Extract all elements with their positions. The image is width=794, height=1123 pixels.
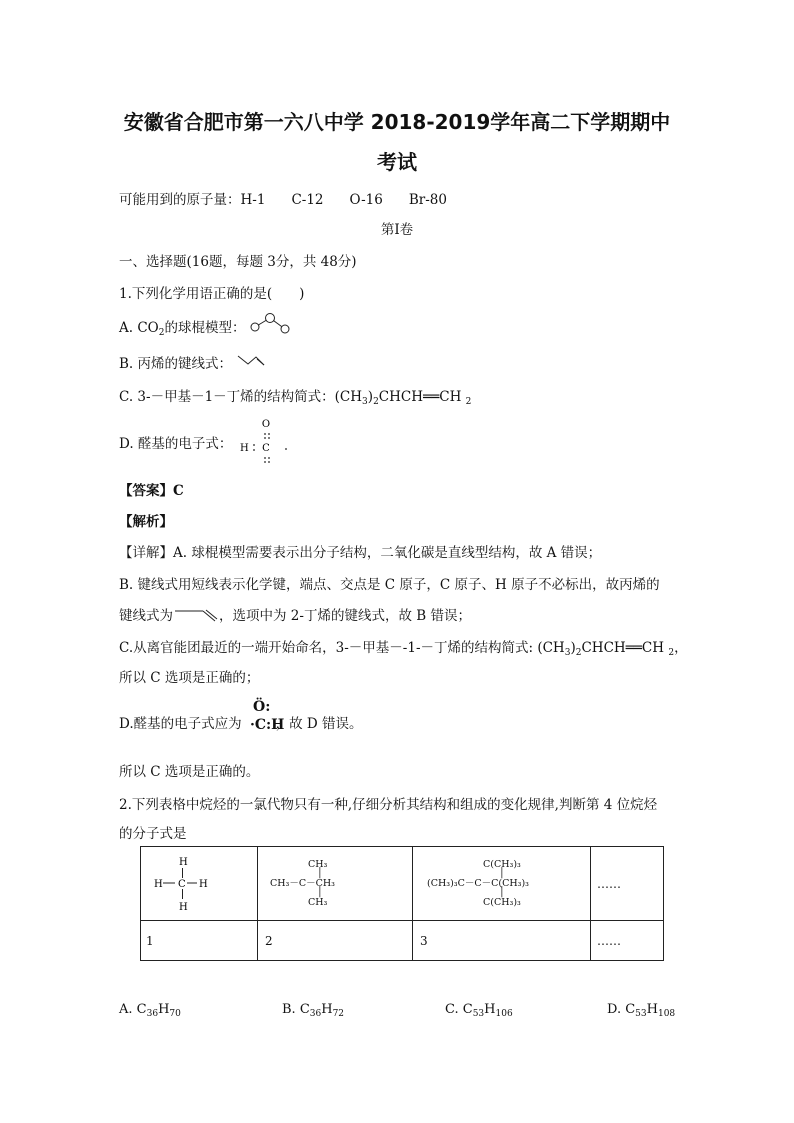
atomic-masses-label: 可能用到的原子量： bbox=[119, 192, 241, 208]
section-heading: 一、选择题(16题，每题 3分，共 48分) bbox=[119, 254, 357, 270]
mass-h: H-1 bbox=[240, 192, 266, 208]
q1-option-a: A. $CO_2$的球棍模型： bbox=[119, 320, 246, 338]
atomic-masses bbox=[119, 188, 447, 208]
q1-detail-d: D.醛基的电子式应为 ，故 D 错误。 bbox=[119, 716, 363, 732]
q1-detail-b1: B. 键线式用短线表示化学键，端点、交点是 C 原子，C 原子、H 原子不必标出，故丙烯的 bbox=[119, 577, 660, 593]
svg-text:C: C bbox=[178, 879, 186, 890]
q1-analysis-label: 【解析】 bbox=[119, 514, 173, 530]
q1-option-b: B. 丙烯的键线式： bbox=[119, 356, 233, 372]
mass-br: Br-80 bbox=[408, 192, 447, 208]
exam-title-line1: 安徽省合肥市第一六八中学 2018-2019学年高二下学期期中 bbox=[123, 110, 671, 134]
volume-label: 第Ⅰ卷 bbox=[380, 222, 414, 238]
q1-stem: 1.下列化学用语正确的是( ) bbox=[119, 286, 305, 302]
q1-detail-b2: 键线式为 ，选项中为 2-丁烯的键线式，故 B 错误； bbox=[119, 608, 471, 624]
ef-c: C bbox=[262, 443, 270, 454]
cell-ellipsis: …… bbox=[591, 847, 664, 921]
svg-text:H: H bbox=[154, 879, 163, 890]
table-row-index bbox=[141, 921, 664, 961]
cell-third-alkane: C(CH₃)₃ │ (CH₃)₃C－C－C(CH₃)₃ │ C(CH₃)₃ bbox=[413, 847, 591, 921]
svg-text:H: H bbox=[179, 857, 188, 868]
q1-detail-c2: 所以 C 选项是正确的； bbox=[119, 670, 260, 686]
exam-title-line2: 考试 bbox=[377, 150, 417, 174]
mass-c: C-12 bbox=[291, 192, 324, 208]
q2-stem-line2: 的分子式是 bbox=[119, 826, 187, 842]
propene-bond-line-icon bbox=[173, 607, 219, 623]
ef-o: O bbox=[261, 419, 271, 430]
cell-methane bbox=[141, 847, 258, 921]
q1-conclusion: 所以 C 选项是正确的。 bbox=[119, 764, 260, 780]
q1-detail-c1: C.从离官能团最近的一端开始命名，3-－甲基－-1-－丁烯的结构简式: $(CH_3)_2CHCH══CH$ $_2$， bbox=[119, 640, 688, 658]
index-2: 2 bbox=[258, 921, 413, 961]
index-ellipsis: …… bbox=[591, 921, 664, 961]
aldehyde-electron-formula-icon bbox=[238, 416, 294, 466]
svg-text:H: H bbox=[179, 902, 188, 913]
q1-option-c: C. 3-－甲基－1－丁烯的结构简式：$(CH_3)_2CHCH══CH$ $_2$ bbox=[119, 389, 472, 407]
cell-neopentane: CH₃ │ CH₃－C－CH₃ │ CH₃ bbox=[258, 847, 413, 921]
table-row-structures bbox=[141, 847, 664, 921]
alkane-table bbox=[140, 846, 664, 961]
q2-choice-d: D. $C_{53}H_{108}$ bbox=[607, 1002, 676, 1019]
ef-h: H bbox=[240, 443, 249, 454]
q2-choice-b: B. $C_{36}H_{72}$ bbox=[282, 1002, 345, 1019]
methane-structure bbox=[141, 847, 257, 917]
q2-choice-c: C. $C_{53}H_{106}$ bbox=[445, 1002, 513, 1019]
aldehyde-correct-electron-formula: Ö: ·C:H bbox=[250, 699, 285, 733]
q1-answer: 【答案】C bbox=[119, 483, 184, 499]
q2-choice-a: A. $C_{36}H_{70}$ bbox=[119, 1002, 181, 1019]
index-1: 1 bbox=[141, 921, 258, 961]
bond-line-formula-icon bbox=[236, 352, 268, 368]
q2-stem-line1: 2.下列表格中烷烃的一氯代物只有一种,仔细分析其结构和组成的变化规律,判断第 4 位烷烃 bbox=[119, 797, 658, 813]
ball-stick-model-icon bbox=[248, 312, 294, 336]
mass-o: O-16 bbox=[349, 192, 383, 208]
q1-option-d: D. 醛基的电子式： bbox=[119, 436, 233, 452]
q1-detail-a: 【详解】A. 球棍模型需要表示出分子结构，二氧化碳是直线型结构，故 A 错误； bbox=[119, 545, 602, 561]
svg-text:H: H bbox=[199, 879, 208, 890]
index-3: 3 bbox=[413, 921, 591, 961]
